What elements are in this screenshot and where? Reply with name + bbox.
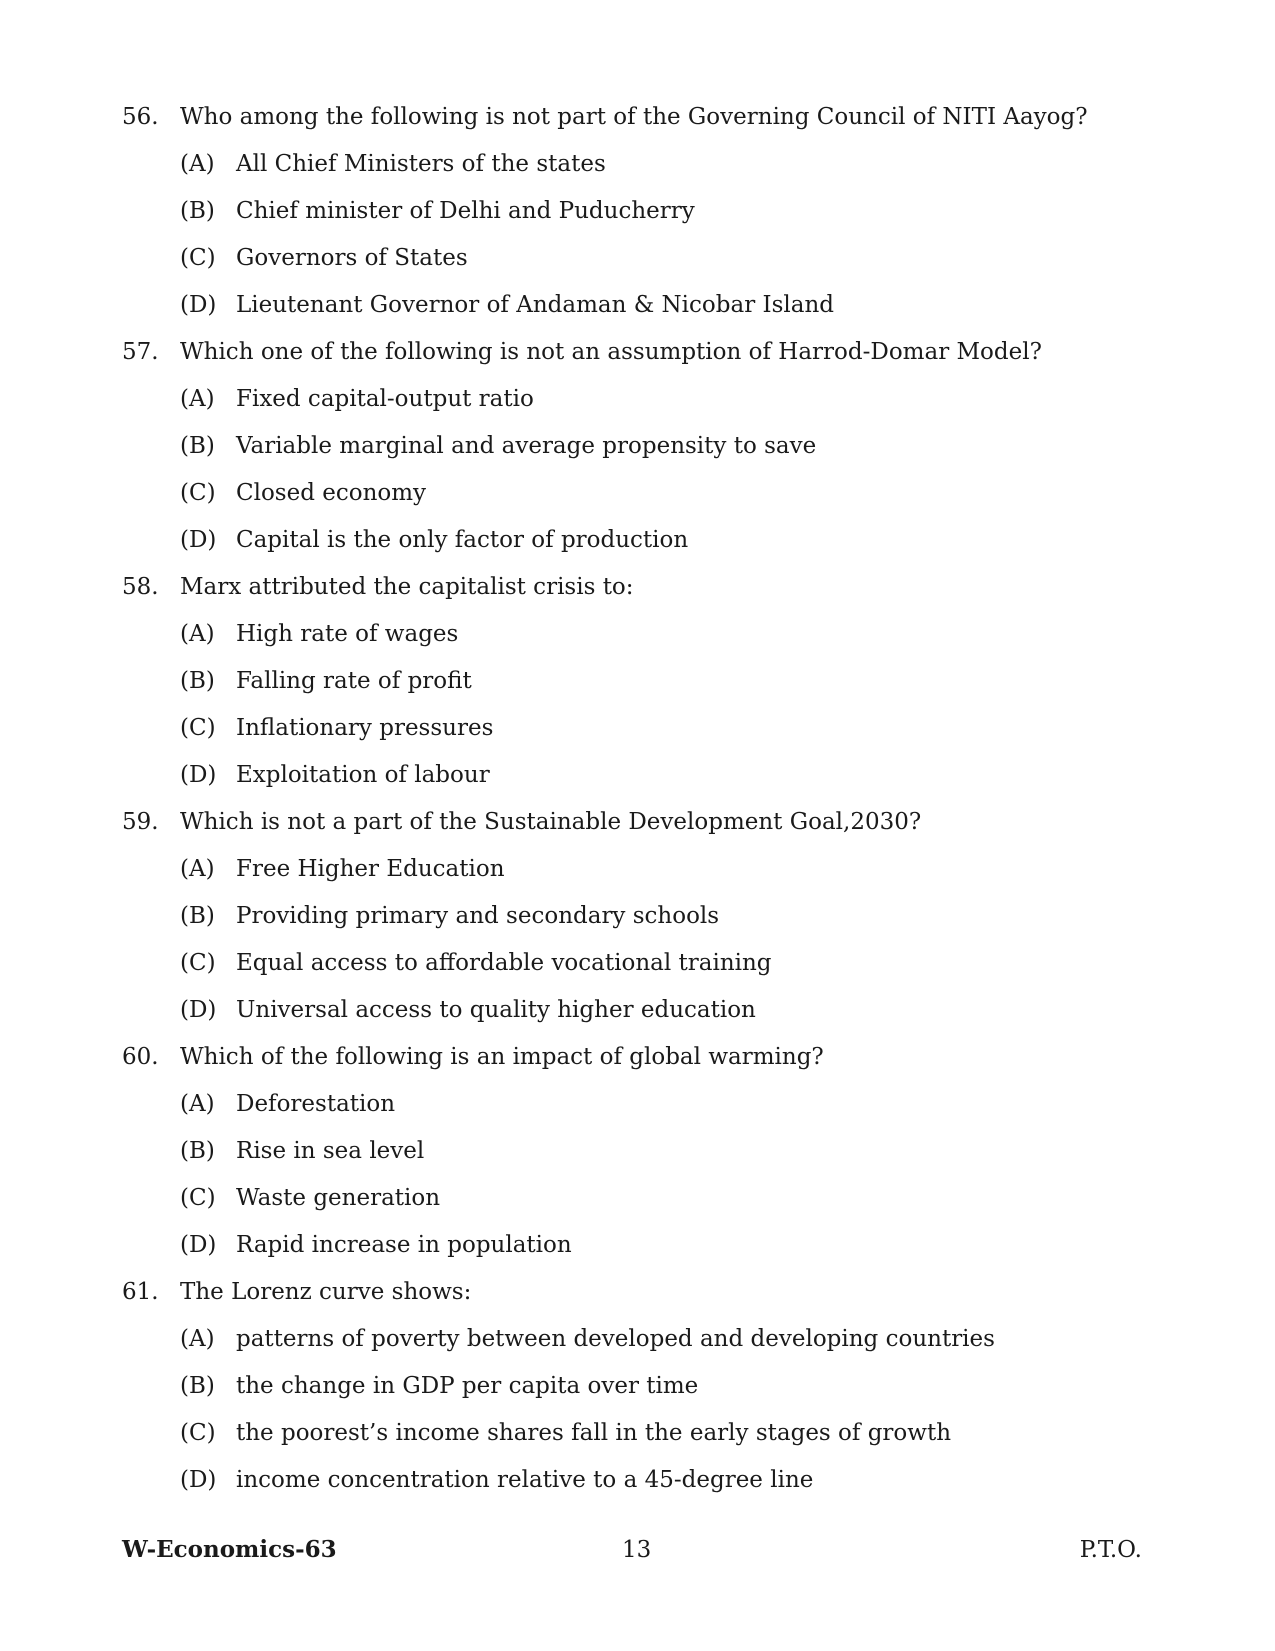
option-c — [122, 470, 1162, 517]
option-label: (A) — [180, 1091, 215, 1117]
option-b — [122, 423, 1162, 470]
option-text: Universal access to quality higher education — [236, 997, 756, 1023]
option-label: (B) — [180, 1138, 215, 1164]
option-label: (A) — [180, 1326, 215, 1352]
option-a — [122, 846, 1162, 893]
option-label: (A) — [180, 386, 215, 412]
option-label: (D) — [180, 1467, 217, 1493]
option-label: (C) — [180, 245, 216, 271]
option-c — [122, 235, 1162, 282]
question-text: Who among the following is not part of the Governing Council of NITI Aayog? — [180, 104, 1088, 130]
option-text: Rapid increase in population — [236, 1232, 572, 1258]
question-58 — [122, 564, 1162, 799]
option-a — [122, 376, 1162, 423]
question-text: The Lorenz curve shows: — [180, 1279, 472, 1305]
option-label: (C) — [180, 1420, 216, 1446]
option-label: (C) — [180, 1185, 216, 1211]
option-d — [122, 517, 1162, 564]
question-number: 59. — [122, 809, 159, 835]
option-text: Fixed capital-output ratio — [236, 386, 534, 412]
option-c — [122, 1410, 1162, 1457]
question-text: Which is not a part of the Sustainable Development Goal,2030? — [180, 809, 922, 835]
question-61 — [122, 1269, 1162, 1504]
option-text: Equal access to affordable vocational training — [236, 950, 772, 976]
option-d — [122, 1222, 1162, 1269]
option-text: Rise in sea level — [236, 1138, 425, 1164]
question-57 — [122, 329, 1162, 564]
question-stem — [122, 1269, 1162, 1316]
option-c — [122, 705, 1162, 752]
question-number: 58. — [122, 574, 159, 600]
question-stem — [122, 799, 1162, 846]
option-text: Closed economy — [236, 480, 427, 506]
option-text: Falling rate of profit — [236, 668, 472, 694]
option-label: (A) — [180, 151, 215, 177]
question-number: 61. — [122, 1279, 159, 1305]
page-footer — [122, 1530, 1142, 1570]
question-60 — [122, 1034, 1162, 1269]
option-text: Free Higher Education — [236, 856, 505, 882]
option-text: Lieutenant Governor of Andaman & Nicobar Island — [236, 292, 834, 318]
option-d — [122, 282, 1162, 329]
question-number: 60. — [122, 1044, 159, 1070]
option-label: (D) — [180, 997, 217, 1023]
option-text: Providing primary and secondary schools — [236, 903, 720, 929]
option-d — [122, 1457, 1162, 1504]
option-text: All Chief Ministers of the states — [236, 151, 606, 177]
question-stem — [122, 329, 1162, 376]
question-56 — [122, 94, 1162, 329]
option-label: (D) — [180, 527, 217, 553]
option-a — [122, 1316, 1162, 1363]
option-b — [122, 1363, 1162, 1410]
question-number: 57. — [122, 339, 159, 365]
option-label: (D) — [180, 1232, 217, 1258]
option-text: Capital is the only factor of production — [236, 527, 689, 553]
option-d — [122, 987, 1162, 1034]
option-b — [122, 1128, 1162, 1175]
question-stem — [122, 94, 1162, 141]
option-label: (C) — [180, 950, 216, 976]
pto-marker: P.T.O. — [1079, 1537, 1142, 1563]
question-text: Which of the following is an impact of global warming? — [180, 1044, 824, 1070]
option-text: Deforestation — [236, 1091, 396, 1117]
option-label: (C) — [180, 715, 216, 741]
question-number: 56. — [122, 104, 159, 130]
option-label: (B) — [180, 903, 215, 929]
question-stem — [122, 1034, 1162, 1081]
option-label: (A) — [180, 856, 215, 882]
page-number: 13 — [622, 1537, 652, 1563]
question-text: Marx attributed the capitalist crisis to: — [180, 574, 634, 600]
option-text: the change in GDP per capita over time — [236, 1373, 699, 1399]
option-c — [122, 940, 1162, 987]
option-text: Exploitation of labour — [236, 762, 490, 788]
question-stem — [122, 564, 1162, 611]
option-text: patterns of poverty between developed and developing countries — [236, 1326, 995, 1352]
option-text: Inflationary pressures — [236, 715, 494, 741]
option-b — [122, 188, 1162, 235]
option-label: (A) — [180, 621, 215, 647]
option-text: the poorest’s income shares fall in the early stages of growth — [236, 1420, 952, 1446]
option-label: (B) — [180, 1373, 215, 1399]
option-b — [122, 893, 1162, 940]
option-label: (D) — [180, 762, 217, 788]
option-a — [122, 1081, 1162, 1128]
option-text: High rate of wages — [236, 621, 459, 647]
option-label: (B) — [180, 198, 215, 224]
option-d — [122, 752, 1162, 799]
option-a — [122, 141, 1162, 188]
option-text: income concentration relative to a 45-degree line — [236, 1467, 814, 1493]
option-label: (B) — [180, 433, 215, 459]
question-59 — [122, 799, 1162, 1034]
option-label: (D) — [180, 292, 217, 318]
option-text: Variable marginal and average propensity to save — [236, 433, 817, 459]
paper-code: W-Economics-63 — [122, 1536, 337, 1563]
question-list — [122, 94, 1162, 1504]
option-b — [122, 658, 1162, 705]
option-text: Waste generation — [236, 1185, 441, 1211]
option-label: (C) — [180, 480, 216, 506]
option-text: Governors of States — [236, 245, 468, 271]
option-c — [122, 1175, 1162, 1222]
option-a — [122, 611, 1162, 658]
question-text: Which one of the following is not an assumption of Harrod-Domar Model? — [180, 339, 1042, 365]
option-text: Chief minister of Delhi and Puducherry — [236, 198, 695, 224]
option-label: (B) — [180, 668, 215, 694]
